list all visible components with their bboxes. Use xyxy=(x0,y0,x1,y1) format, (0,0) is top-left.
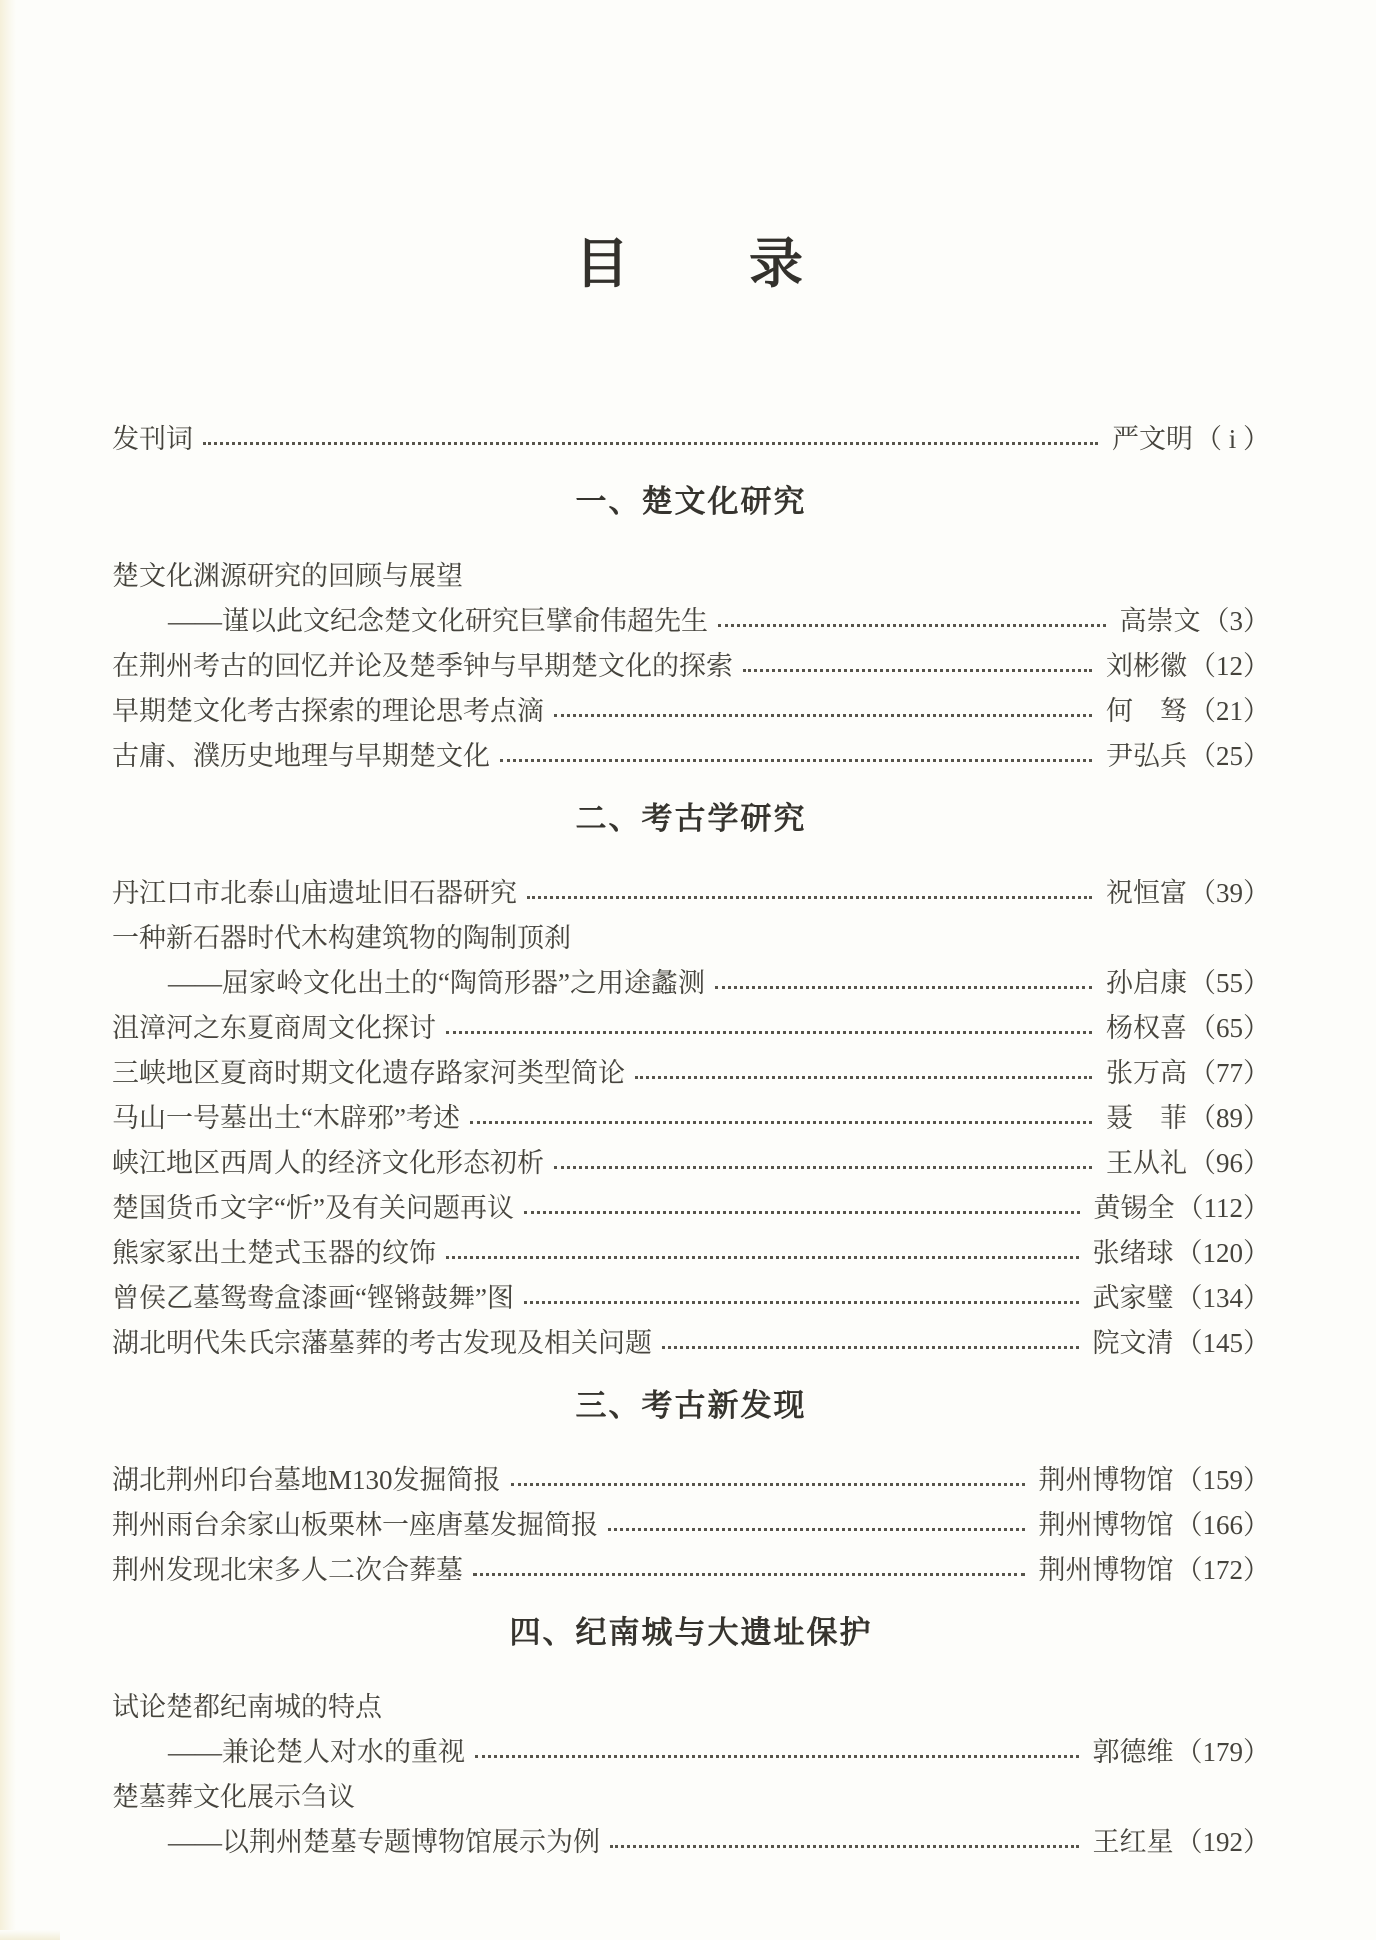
toc-entry xyxy=(112,913,1270,958)
entry-title: 楚墓葬文化展示刍议 xyxy=(112,1782,355,1812)
toc-entry xyxy=(112,1318,1270,1363)
entry-title: 早期楚文化考古探索的理论思考点滴 xyxy=(112,696,544,726)
dot-leader xyxy=(475,1741,1079,1758)
entry-author: 张绪球 xyxy=(1092,1238,1174,1268)
entry-ref xyxy=(1112,417,1270,456)
page-edge xyxy=(0,0,16,1940)
toc-entry xyxy=(112,1183,1270,1228)
entry-ref xyxy=(1093,1276,1271,1315)
entry-author: 王红星 xyxy=(1092,1827,1174,1857)
toc-entry xyxy=(112,1682,1270,1727)
entry-page: （ i ） xyxy=(1194,424,1270,454)
entry-page: （25） xyxy=(1189,741,1270,771)
entry-subtitle: ——兼论楚人对水的重视 xyxy=(168,1737,465,1767)
dot-leader xyxy=(203,428,1098,445)
entry-title: 三峡地区夏商时期文化遗存路家河类型简论 xyxy=(112,1058,625,1088)
dot-leader xyxy=(554,1152,1092,1169)
dot-leader xyxy=(524,1197,1080,1214)
toc-entry xyxy=(112,868,1270,913)
entry-page: （145） xyxy=(1175,1328,1270,1358)
dot-leader xyxy=(635,1062,1092,1079)
toc-entry xyxy=(112,641,1270,686)
entry-ref xyxy=(1094,1186,1271,1225)
entry-author: 孙启康 xyxy=(1106,968,1187,998)
entry-author: 刘彬徽 xyxy=(1106,651,1187,681)
section-heading-4: 四、纪南城与大遗址保护 xyxy=(509,1615,873,1650)
dot-leader xyxy=(511,1469,1025,1486)
entry-author: 王从礼 xyxy=(1106,1148,1187,1178)
toc-entry xyxy=(112,1273,1270,1318)
entry-ref xyxy=(1093,1231,1271,1270)
toc-entry xyxy=(112,1003,1270,1048)
entry-ref xyxy=(1106,1096,1270,1135)
toc-entry xyxy=(112,686,1270,731)
dot-leader xyxy=(446,1242,1079,1259)
dot-leader xyxy=(743,655,1092,672)
entry-author: 杨权喜 xyxy=(1106,1013,1187,1043)
toc-entry-subtitle xyxy=(112,958,1270,1003)
entry-author: 祝恒富 xyxy=(1106,878,1187,908)
dot-leader xyxy=(500,745,1092,762)
entry-title: 荆州雨台余家山板栗林一座唐墓发掘简报 xyxy=(112,1510,598,1540)
dot-leader xyxy=(527,882,1092,899)
entry-page: （192） xyxy=(1175,1827,1270,1857)
entry-title: 发刊词 xyxy=(112,424,193,454)
entry-subtitle: ——以荆州楚墓专题博物馆展示为例 xyxy=(168,1827,600,1857)
entry-title: 古庸、濮历史地理与早期楚文化 xyxy=(112,741,490,771)
entry-ref xyxy=(1093,1321,1271,1360)
entry-ref xyxy=(1039,1503,1271,1542)
entry-page: （12） xyxy=(1189,651,1270,681)
entry-ref xyxy=(1106,1051,1270,1090)
entry-page: （112） xyxy=(1176,1193,1270,1223)
entry-title: 马山一号墓出土“木辟邪”考述 xyxy=(112,1103,460,1133)
entry-title: 熊家冢出土楚式玉器的纹饰 xyxy=(112,1238,436,1268)
entry-title: 沮漳河之东夏商周文化探讨 xyxy=(112,1013,436,1043)
entry-author: 院文清 xyxy=(1092,1328,1174,1358)
entry-ref xyxy=(1106,644,1270,683)
entry-author: 聂 菲 xyxy=(1106,1103,1187,1133)
toc-entry-subtitle xyxy=(112,596,1270,641)
entry-author: 严文明 xyxy=(1111,424,1193,454)
entry-ref xyxy=(1106,961,1270,1000)
section-heading-1: 一、楚文化研究 xyxy=(575,484,807,519)
dot-leader xyxy=(524,1287,1079,1304)
entry-page: （179） xyxy=(1175,1737,1270,1767)
entry-ref xyxy=(1039,1458,1271,1497)
dot-leader xyxy=(470,1107,1092,1124)
toc-entry-subtitle xyxy=(112,1727,1270,1772)
entry-page: （120） xyxy=(1175,1238,1270,1268)
entry-author: 荆州博物馆 xyxy=(1038,1465,1174,1495)
entry-subtitle: ——谨以此文纪念楚文化研究巨擘俞伟超先生 xyxy=(168,606,708,636)
entry-author: 荆州博物馆 xyxy=(1038,1510,1174,1540)
section-heading-2: 二、考古学研究 xyxy=(575,801,807,836)
entry-page: （39） xyxy=(1189,878,1270,908)
toc-entry xyxy=(112,551,1270,596)
toc-entry xyxy=(112,414,1270,459)
page-title: 目 录 xyxy=(575,234,807,294)
entry-ref xyxy=(1106,871,1270,910)
toc-entry xyxy=(112,731,1270,776)
toc-content xyxy=(112,230,1270,1862)
dot-leader xyxy=(715,972,1092,989)
entry-title: 楚国货币文字“忻”及有关问题再议 xyxy=(112,1193,514,1223)
entry-title: 曾侯乙墓鸳鸯盒漆画“铿锵鼓舞”图 xyxy=(112,1283,514,1313)
entry-author: 何 驽 xyxy=(1106,696,1187,726)
entry-page: （55） xyxy=(1189,968,1270,998)
entry-title: 丹江口市北泰山庙遗址旧石器研究 xyxy=(112,878,517,908)
entry-page: （77） xyxy=(1189,1058,1270,1088)
entry-ref xyxy=(1093,1820,1271,1859)
dot-leader xyxy=(554,700,1092,717)
entry-author: 尹弘兵 xyxy=(1106,741,1187,771)
entry-author: 荆州博物馆 xyxy=(1038,1555,1174,1585)
entry-ref xyxy=(1093,1730,1271,1769)
entry-title: 荆州发现北宋多人二次合葬墓 xyxy=(112,1555,463,1585)
entry-page: （166） xyxy=(1175,1510,1270,1540)
toc-entry xyxy=(112,1093,1270,1138)
entry-author: 张万高 xyxy=(1106,1058,1187,1088)
entry-title: 一种新石器时代木构建筑物的陶制顶刹 xyxy=(112,923,571,953)
toc-entry xyxy=(112,1545,1270,1590)
dot-leader xyxy=(662,1332,1079,1349)
toc-entry-subtitle xyxy=(112,1817,1270,1862)
section-heading-3: 三、考古新发现 xyxy=(575,1388,807,1423)
entry-page: （172） xyxy=(1175,1555,1270,1585)
toc-entry xyxy=(112,1455,1270,1500)
entry-author: 郭德维 xyxy=(1092,1737,1174,1767)
toc-entry xyxy=(112,1772,1270,1817)
entry-page: （65） xyxy=(1189,1013,1270,1043)
entry-ref xyxy=(1106,1141,1270,1180)
toc-entry xyxy=(112,1500,1270,1545)
entry-page: （3） xyxy=(1202,606,1270,636)
entry-author: 黄锡全 xyxy=(1093,1193,1175,1223)
entry-author: 武家璧 xyxy=(1092,1283,1174,1313)
dot-leader xyxy=(610,1831,1079,1848)
entry-title: 楚文化渊源研究的回顾与展望 xyxy=(112,561,463,591)
entry-ref xyxy=(1106,689,1270,728)
entry-page: （159） xyxy=(1175,1465,1270,1495)
entry-title: 试论楚都纪南城的特点 xyxy=(112,1692,382,1722)
dot-leader xyxy=(718,610,1106,627)
entry-page: （89） xyxy=(1189,1103,1270,1133)
entry-subtitle: ——屈家岭文化出土的“陶筒形器”之用途蠡测 xyxy=(168,968,705,998)
entry-page: （21） xyxy=(1189,696,1270,726)
dot-leader xyxy=(473,1559,1025,1576)
page-edge-bottom xyxy=(0,1930,60,1940)
entry-title: 峡江地区西周人的经济文化形态初析 xyxy=(112,1148,544,1178)
entry-ref xyxy=(1106,1006,1270,1045)
dot-leader xyxy=(446,1017,1092,1034)
toc-entry xyxy=(112,1048,1270,1093)
dot-leader xyxy=(608,1514,1025,1531)
entry-title: 湖北明代朱氏宗藩墓葬的考古发现及相关问题 xyxy=(112,1328,652,1358)
toc-entry xyxy=(112,1228,1270,1273)
entry-page: （96） xyxy=(1189,1148,1270,1178)
entry-ref xyxy=(1120,599,1271,638)
entry-ref xyxy=(1039,1548,1271,1587)
entry-title: 在荆州考古的回忆并论及楚季钟与早期楚文化的探索 xyxy=(112,651,733,681)
entry-author: 高崇文 xyxy=(1119,606,1201,636)
toc-entry xyxy=(112,1138,1270,1183)
entry-title: 湖北荆州印台墓地M130发掘简报 xyxy=(112,1465,501,1495)
entry-page: （134） xyxy=(1175,1283,1270,1313)
entry-ref xyxy=(1106,734,1270,773)
